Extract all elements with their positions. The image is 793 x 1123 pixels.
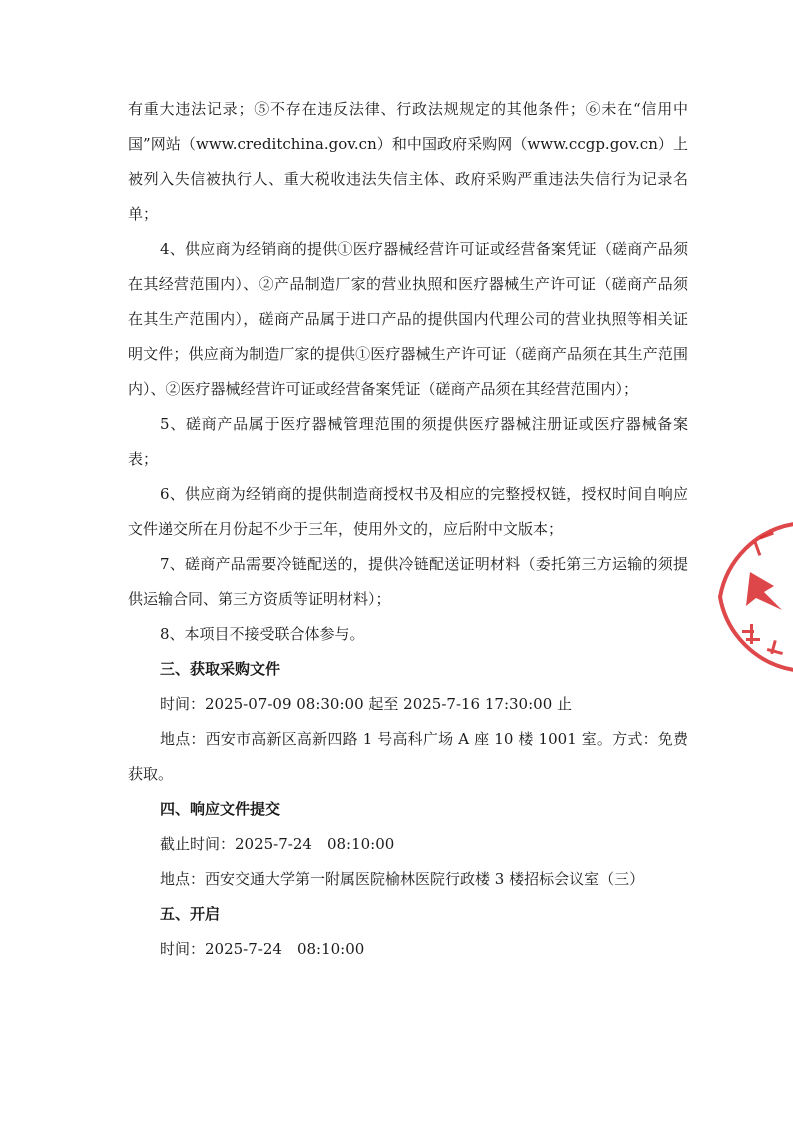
obtain-place: 地点：西安市高新区高新四路 1 号高科广场 A 座 10 楼 1001 室。方式：免费获取。 bbox=[128, 730, 688, 783]
paragraph-item-6: 6、供应商为经销商的提供制造商授权书及相应的完整授权链，授权时间自响应文件递交所在月份起不少于三年，使用外文的，应后附中文版本； bbox=[128, 485, 688, 538]
seal-stamp-icon bbox=[712, 512, 793, 682]
paragraph-item-4: 4、供应商为经销商的提供①医疗器械经营许可证或经营备案凭证（磋商产品须在其经营范围内）、②产品制造厂家的营业执照和医疗器械生产许可证（磋商产品须在其生产范围内），磋商产品属于进口产品的提供国内代理公司的营业执照等相关证明文件；供应商为制造厂家的提供①医疗器械生产许可证（磋商产品须在其生产范围内）、②医疗器械经营许可证或经营备案凭证（磋商产品须在其经营范围内）； bbox=[128, 240, 688, 398]
seal-stamp-fragment bbox=[712, 512, 793, 682]
section-heading-submission: 四、响应文件提交 bbox=[160, 800, 281, 818]
submission-place: 地点：西安交通大学第一附属医院榆林医院行政楼 3 楼招标会议室（三） bbox=[160, 870, 645, 888]
document-body bbox=[128, 92, 688, 967]
submission-deadline: 截止时间：2025-7-24 08:10:00 bbox=[160, 835, 395, 853]
section-heading-obtain-documents: 三、获取采购文件 bbox=[160, 660, 281, 678]
paragraph-item-5: 5、磋商产品属于医疗器械管理范围的须提供医疗器械注册证或医疗器械备案表； bbox=[128, 415, 688, 468]
paragraph-item-7: 7、磋商产品需要冷链配送的，提供冷链配送证明材料（委托第三方运输的须提供运输合同、第三方资质等证明材料）； bbox=[128, 555, 688, 608]
paragraph-qualification-continued: 有重大违法记录；⑤不存在违反法律、行政法规规定的其他条件；⑥未在“信用中国”网站（www.creditchina.gov.cn）和中国政府采购网（www.ccgp.gov.cn）上被列入失信被执行人、重大税收违法失信主体、政府采购严重违法失信行为记录名单； bbox=[128, 100, 688, 223]
obtain-time: 时间：2025-07-09 08:30:00 起至 2025-7-16 17:30:00 止 bbox=[160, 695, 573, 713]
section-heading-opening: 五、开启 bbox=[160, 905, 221, 923]
opening-time: 时间：2025-7-24 08:10:00 bbox=[160, 940, 365, 958]
paragraph-item-8: 8、本项目不接受联合体参与。 bbox=[160, 625, 365, 643]
